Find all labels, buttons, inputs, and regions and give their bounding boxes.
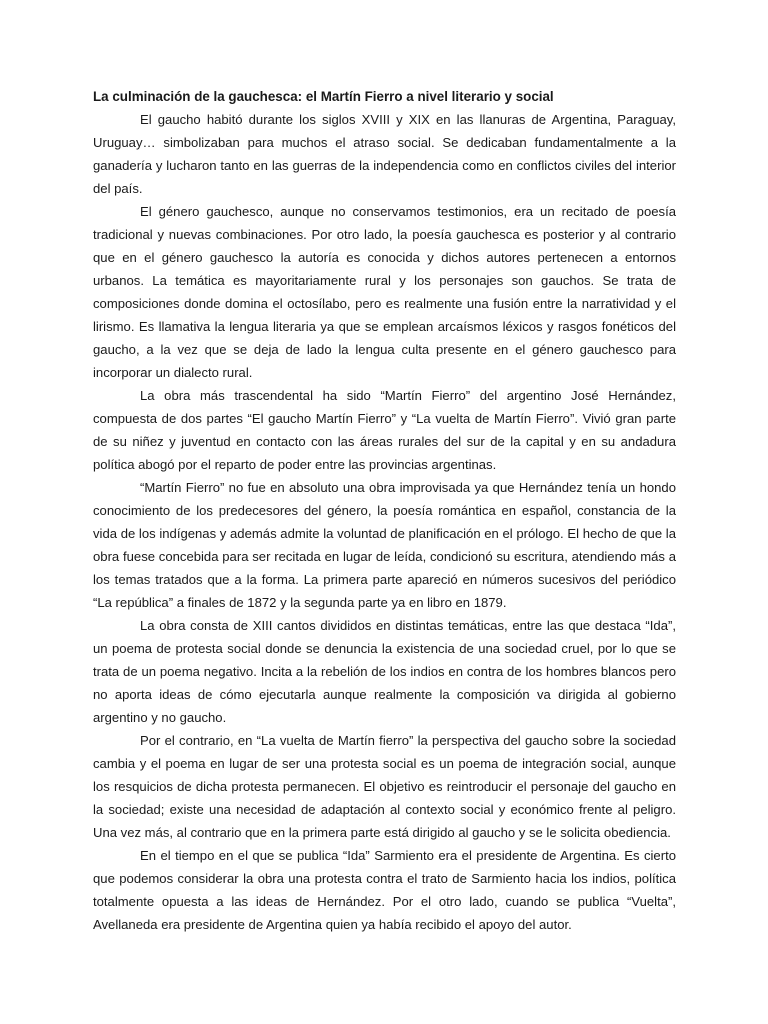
paragraph-3: La obra más trascendental ha sido “Martín Fierro” del argentino José Hernández, compuesta de dos partes “El gaucho Martín Fierro” y “La vuelta de Martín Fierro”. Vivió gran parte de su niñez y juventud en contacto con las áreas rurales del sur de la capital y en su andadura política abogó por el reparto de poder entre las provincias argentinas. bbox=[93, 388, 676, 472]
paragraph-2: El género gauchesco, aunque no conservamos testimonios, era un recitado de poesía tradicional y nuevas combinaciones. Por otro lado, la poesía gauchesca es posterior y al contrario que en el género gauchesco la autoría es conocida y dichos autores pertenecen a entornos urbanos. La temática es mayoritariamente rural y los personajes son gauchos. Se trata de composiciones donde domina el octosílabo, pero es realmente una fusión entre la narratividad y el lirismo. Es llamativa la lengua literaria ya que se emplean arcaísmos léxicos y rasgos fonéticos del gaucho, a la vez que se deja de lado la lengua culta presente en el género gauchesco para incorporar un dialecto rural. bbox=[93, 204, 676, 380]
paragraph-6: Por el contrario, en “La vuelta de Martín fierro” la perspectiva del gaucho sobre la sociedad cambia y el poema en lugar de ser una protesta social es un poema de integración social, aunque los resquicios de dicha protesta permanecen. El objetivo es reintroducir el personaje del gaucho en la sociedad; existe una necesidad de adaptación al contexto social y económico frente al peligro. Una vez más, al contrario que en la primera parte está dirigido al gaucho y se le solicita obediencia. bbox=[93, 733, 676, 840]
paragraph-7: En el tiempo en el que se publica “Ida” Sarmiento era el presidente de Argentina. Es cierto que podemos considerar la obra una protesta contra el trato de Sarmiento hacia los indios, política totalmente opuesta a las ideas de Hernández. Por el otro lado, cuando se publica “Vuelta”, Avellaneda era presidente de Argentina quien ya había recibido el apoyo del autor. bbox=[93, 848, 676, 932]
paragraph-1: El gaucho habitó durante los siglos XVIII y XIX en las llanuras de Argentina, Paraguay, Uruguay… simbolizaban para muchos el atraso social. Se dedicaban fundamentalmente a la ganadería y lucharon tanto en las guerras de la independencia como en conflictos civiles del interior del país. bbox=[93, 112, 676, 196]
paragraph-5: La obra consta de XIII cantos divididos en distintas temáticas, entre las que destaca “Ida”, un poema de protesta social donde se denuncia la existencia de una sociedad cruel, por lo que se trata de un poema negativo. Incita a la rebelión de los indios en contra de los hombres blancos pero no aporta ideas de cómo ejecutarla aunque realmente la composición va dirigida al gobierno argentino y no gaucho. bbox=[93, 618, 676, 725]
document-page bbox=[93, 85, 676, 936]
document-title: La culminación de la gauchesca: el Martín Fierro a nivel literario y social bbox=[93, 89, 554, 104]
paragraph-4: “Martín Fierro” no fue en absoluto una obra improvisada ya que Hernández tenía un hondo conocimiento de los predecesores del género, la poesía romántica en español, constancia de la vida de los indígenas y además admite la voluntad de planificación en el prólogo. El hecho de que la obra fuese concebida para ser recitada en lugar de leída, condicionó su escritura, atendiendo más a los temas tratados que a la forma. La primera parte apareció en números sucesivos del periódico “La república” a finales de 1872 y la segunda parte ya en libro en 1879. bbox=[93, 480, 676, 610]
